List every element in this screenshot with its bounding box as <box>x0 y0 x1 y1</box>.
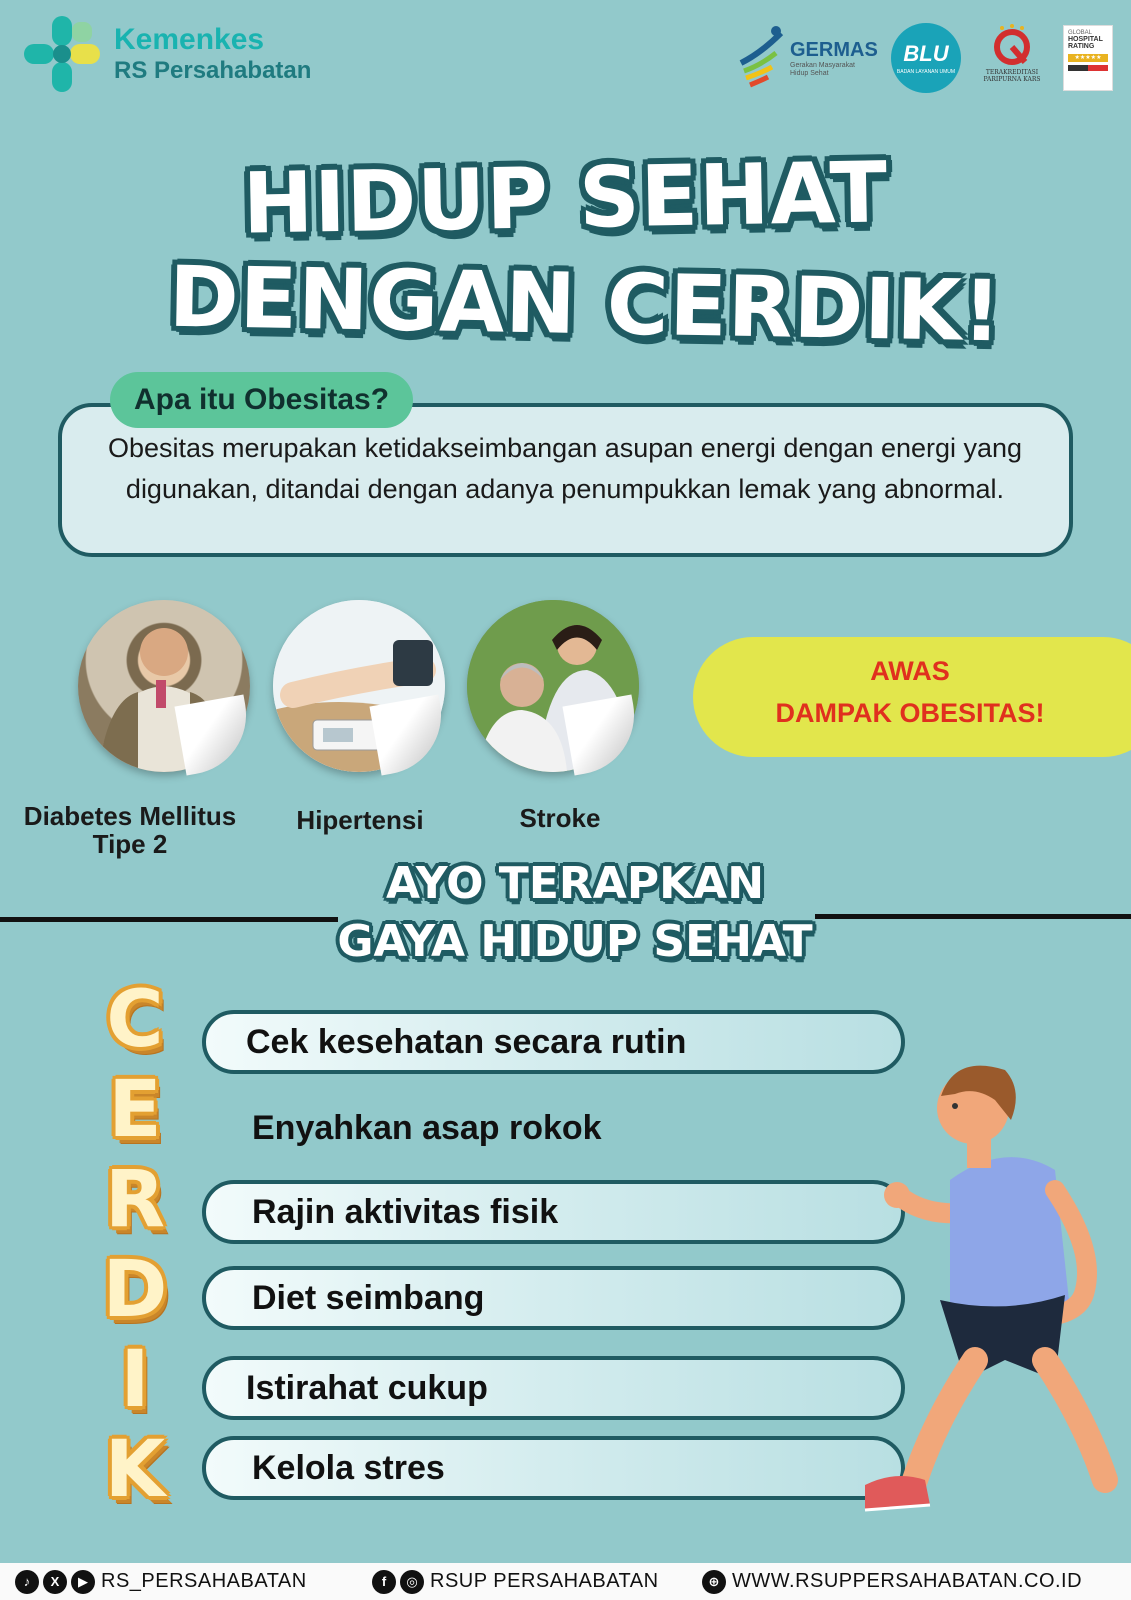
warning-line1: AWAS <box>870 656 950 686</box>
tiktok-icon[interactable]: ♪ <box>15 1570 39 1594</box>
rating-stars-icon: ★★★★★ <box>1068 54 1108 62</box>
global-hospital-rating-badge <box>1063 25 1113 91</box>
globe-icon[interactable]: ⊕ <box>702 1570 726 1594</box>
footer-social-handle <box>15 1563 307 1600</box>
kars-emblem-icon <box>987 22 1037 68</box>
cerdik-item-text: Diet seimbang <box>252 1279 485 1317</box>
cerdik-item-text: Kelola stres <box>252 1449 445 1487</box>
cerdik-letter-r: R <box>104 1155 166 1245</box>
warning-line2: DAMPAK OBESITAS! <box>775 698 1045 728</box>
kars-accreditation-logo <box>971 22 1053 94</box>
definition-heading: Apa itu Obesitas? <box>110 372 413 428</box>
subtitle-line1: AYO TERAPKAN <box>385 858 765 909</box>
facebook-icon[interactable]: f <box>372 1570 396 1594</box>
hospital-name: RS Persahabatan <box>114 57 312 84</box>
divider-left <box>0 917 338 922</box>
brand-name: Kemenkes <box>114 23 265 56</box>
disease-label-diabetes: Diabetes Mellitus Tipe 2 <box>23 801 237 859</box>
germas-figure-icon <box>736 23 786 93</box>
kemenkes-flower-icon <box>22 14 102 94</box>
germas-title: GERMAS <box>790 38 878 61</box>
subtitle-line2: GAYA HIDUP SEHAT <box>337 916 813 967</box>
germas-logo <box>736 22 881 94</box>
disease-label-hipertensi: Hipertensi <box>296 805 424 835</box>
cerdik-item-text: Cek kesehatan secara rutin <box>246 1023 687 1061</box>
cerdik-letter-k: K <box>104 1425 166 1515</box>
ghr-line3: RATING <box>1068 43 1095 50</box>
germas-subtitle: Gerakan Masyarakat Hidup Sehat <box>790 61 855 77</box>
social-handle-text[interactable]: RS_PERSAHABATAN <box>101 1570 307 1592</box>
warning-text <box>700 650 1120 734</box>
definition-text: Obesitas merupakan ketidakseimbangan asupan energi dengan energi yang digunakan, ditandai dengan adanya penumpukkan lemak yang abnormal. <box>107 433 1023 504</box>
website-text[interactable]: WWW.RSUPPERSAHABATAN.CO.ID <box>732 1570 1083 1592</box>
footer-social-page <box>372 1563 659 1600</box>
instagram-icon[interactable]: ◎ <box>400 1570 424 1594</box>
blu-subtitle: BADAN LAYANAN UMUM <box>896 69 956 75</box>
blu-logo <box>891 23 961 93</box>
footer-website <box>702 1563 1082 1600</box>
ghr-line2: HOSPITAL <box>1068 36 1103 43</box>
cerdik-item-text: Rajin aktivitas fisik <box>252 1193 559 1231</box>
social-page-text[interactable]: RSUP PERSAHABATAN <box>430 1570 659 1592</box>
kemenkes-logo <box>22 14 311 94</box>
sticker-peel-icon <box>562 694 643 775</box>
footer <box>0 1563 1131 1600</box>
ghr-line1: GLOBAL <box>1068 30 1093 36</box>
header <box>0 0 1131 120</box>
divider-right <box>815 914 1131 919</box>
disease-label-stroke: Stroke <box>519 803 601 833</box>
subtitle <box>330 855 820 971</box>
youtube-icon[interactable]: ▶ <box>71 1570 95 1594</box>
main-title <box>0 143 1131 361</box>
cerdik-letter-e: E <box>108 1065 162 1155</box>
cerdik-letter-d: D <box>102 1245 168 1335</box>
blu-title: BLU <box>903 41 949 66</box>
cerdik-letter-c: C <box>106 975 164 1065</box>
ghr-footer-bar <box>1068 65 1108 71</box>
runner-illustration <box>855 1060 1131 1565</box>
cerdik-letter-i: I <box>120 1335 150 1425</box>
title-line2: DENGAN CERDIK! <box>168 247 1003 361</box>
sticker-peel-icon <box>174 694 255 775</box>
partner-logos <box>736 22 1113 94</box>
cerdik-item-text: Enyahkan asap rokok <box>252 1109 602 1147</box>
title-line1: HIDUP SEHAT <box>242 143 889 253</box>
kars-text: TERAKREDITASI PARIPURNA KARS <box>983 69 1041 83</box>
x-twitter-icon[interactable]: X <box>43 1570 67 1594</box>
cerdik-item-text: Istirahat cukup <box>246 1369 488 1407</box>
sticker-peel-icon <box>369 694 450 775</box>
